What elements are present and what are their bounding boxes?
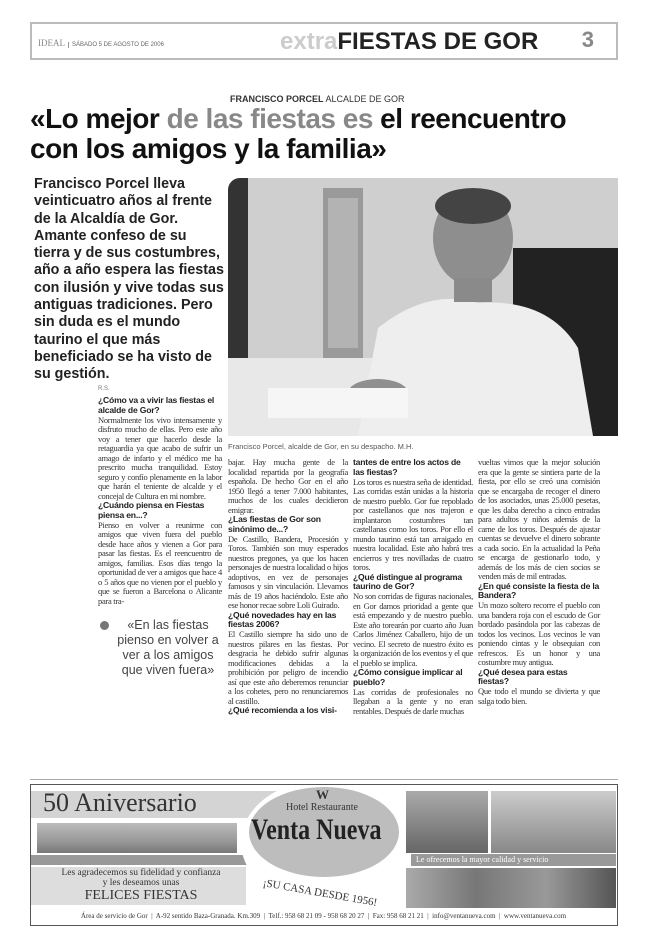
lead-paragraph: Francisco Porcel lleva veinticuatro años al frente de la Alcaldía de Gor. Amante confeso de su tierra y de sus costumbres, año a año espera las fiestas con ilusión y vive todas sus antiguas tradiciones. Pero sin duda es el mundo taurino el que más beneficiado se ha visto de su gestión. — [34, 176, 224, 383]
answer: Un mozo soltero recorre el pueblo con una bandera roja con el escudo de Gor bordado pasándola por las cabezas de todos los vecinos. Los vecinos le van poniendo cintas y le obsequian con refrescos. Es un honor y una costumbre muy antigua. — [478, 600, 600, 668]
question: ¿En qué consiste la fiesta de la Bandera? — [478, 580, 600, 601]
column-4 — [478, 458, 600, 706]
newspaper-source — [38, 38, 164, 48]
section-name: FIESTAS DE GOR — [337, 28, 539, 55]
ad-photo-dining — [406, 868, 616, 908]
quote-bullet-icon — [100, 621, 109, 630]
answer: Pienso en volver a reunirme con amigos que viven fuera del pueblo desde hace años y vienen a Gor para pasar las fiestas. Es el reencuentro de amigos, familias. Esos días tengo la oportunidad de ver a amigos que hace 4 o 5 años que no vienen por el pueblo y que se fueron a Barcelona o Alicante para tra- — [98, 519, 222, 606]
headline-part: el reencuentro con los amigos y la familia» — [30, 103, 567, 164]
headline — [30, 104, 620, 164]
hotel-building-image — [37, 823, 237, 853]
ad-photo-bedroom — [491, 791, 616, 853]
column-1-wrapper — [98, 396, 222, 678]
newspaper-name: IDEAL — [38, 38, 65, 48]
byline-name: FRANCISCO PORCEL — [230, 94, 324, 104]
question: ¿Qué recomienda a los visi- — [228, 705, 337, 716]
question: ¿Cuándo piensa en Fiestas piensa en...? — [98, 500, 205, 520]
ad-offer: Le ofrecemos la mayor calidad y servicio — [416, 855, 549, 864]
question: ¿Qué novedades hay en las fiestas 2006? — [228, 609, 337, 630]
photo-caption: Francisco Porcel, alcalde de Gor, en su despacho. M.H. — [228, 442, 414, 451]
author-initials: R.S. — [98, 386, 110, 392]
ad-anniversary: 50 Aniversario — [43, 788, 197, 817]
ad-brand-name: Venta Nueva — [251, 813, 382, 846]
pull-quote: «En las fiestas pienso en volver a ver a los amigos que viven fuera» — [117, 618, 219, 678]
answer: No son corridas de figuras nacionales, en Gor damos prioridad a gente que está empezando y de nuestro pueblo. Este año torearán por cuarto año Juan Carlos Jiménez Caballero, hijo de un vecino. El secreto de nuestro éxito es la organización de los eventos y el que el pueblo se implica. — [353, 591, 473, 668]
ad-photo-entrance — [406, 791, 488, 853]
headline-part-grey: de las fiestas es — [166, 103, 373, 134]
answer: Normalmente los vivo intensamente y disfruto mucho de ellas. Pero este año voy a tener que hacerlo desde la retaguardia ya que acabo de sufrir un amago de infarto y el médico me ha prescrito mucha tranquilidad. Estoy seguro y confío plenamente en la labor que harán el teniente de alcalde y el concejal de Cultura en mi nombre. — [98, 414, 222, 501]
section-title — [280, 28, 538, 56]
question: ¿Cómo consigue implicar al pueblo? — [353, 667, 463, 687]
ad-hotel-label: Hotel Restaurante — [286, 802, 358, 813]
ad-felices-fiestas: FELICES FIESTAS — [84, 888, 198, 903]
answer: De Castillo, Bandera, Procesión y Toros. También son muy esperados nuestros pregones, ya que los hacen personajes de nuestra localidad o hijos adoptivos, en vez de personajes famosos y sin vinculación. Llevamos más de 19 años haciéndolo. Este año ese honor recae sobre Loli Guirado. — [228, 533, 348, 611]
page-number: 3 — [581, 27, 594, 52]
ad-contact-footer: Área de servicio de Gor | A-92 sentido Baza-Granada. Km.309 | Telf.: 958 68 21 09 - 958 68 20 27 | Fax: 958 68 21 21 | info@ventanueva.com | www.ventanueva.com — [80, 912, 567, 920]
byline-role: ALCALDE DE GOR — [325, 94, 405, 104]
ad-thanks-line2: y les deseamos unas — [102, 878, 180, 888]
question: ¿Qué distingue al programa taurino de Gor? — [353, 571, 462, 592]
advertisement-venta-nueva — [30, 784, 618, 926]
column-2 — [228, 458, 348, 716]
headline-part: «Lo mejor — [30, 103, 167, 134]
answer: Los toros es nuestra seña de identidad. Las corridas están unidas a la historia de nuestro pueblo. Gor fue repoblado por castellanos que nos trajeron e implantaron costumbres tan castellanas como los toros. Por ello el mundo taurino está tan arraigado en nuestra localidad. Este año habrá tres encierros y tres novilladas de cuatro toros. — [353, 476, 473, 573]
question: ¿Las fiestas de Gor son sinónimo de...? — [228, 514, 321, 534]
divider — [30, 779, 618, 780]
page-header — [30, 22, 618, 60]
answer: Que todo el mundo se divierta y que salga todo bien. — [478, 686, 600, 706]
pull-quote-block — [98, 618, 222, 678]
ad-logo-mark: W — [316, 787, 329, 802]
ad-slogan: ¡SU CASA DESDE 1956! — [261, 877, 379, 910]
mayor-photo — [228, 178, 618, 436]
question: ¿Cómo va a vivir las fiestas el alcalde de Gor? — [98, 395, 215, 415]
column-1 — [98, 396, 222, 606]
ad-thanks-line1: Les agradecemos su fidelidad y confianza — [61, 868, 221, 878]
question: ¿Qué desea para estas fiestas? — [478, 666, 568, 687]
answer: El Castillo siempre ha sido uno de nuestros pilares en las fiestas. Por desgracia he debido sufrir algunas modificaciones debidas a la prohibición por peligro de incendio así que este año deberemos renunciar a los cohetes, pero no renunciaremos al castillo. — [228, 629, 348, 706]
column-3 — [353, 458, 473, 716]
answer: Las corridas de profesionales no llegaban a la gente y no eran rentables. Después de darle muchas — [353, 686, 473, 716]
answer: vueltas vimos que la mejor solución era que la gente se sintiera parte de la fiesta, por ello se creó una comisión que se encargaba de recoger el dinero de los asociados, unas 25.000 pesetas, que les daba derecho a cinco entradas para adultos y niños además de la carne de los toros. Después de ajustar cuentas se devuelve el dinero sobrante a cada socio. En la actualidad la Peña se encarga de gestionarlo todo, y además de los más de cien socios se venden más de mil entradas. — [478, 457, 600, 581]
section-prefix: extra — [280, 28, 338, 55]
question: tantes de entre los actos de las fiestas? — [353, 457, 461, 477]
issue-date: SÁBADO 5 DE AGOSTO DE 2006 — [68, 42, 164, 48]
answer: bajar. Hay mucha gente de la localidad repartida por la geografía española. De hecho Gor en el año 1950 llegó a tener 7.000 habitantes, muchos de los cuales decidieron emigrar. — [228, 457, 348, 515]
